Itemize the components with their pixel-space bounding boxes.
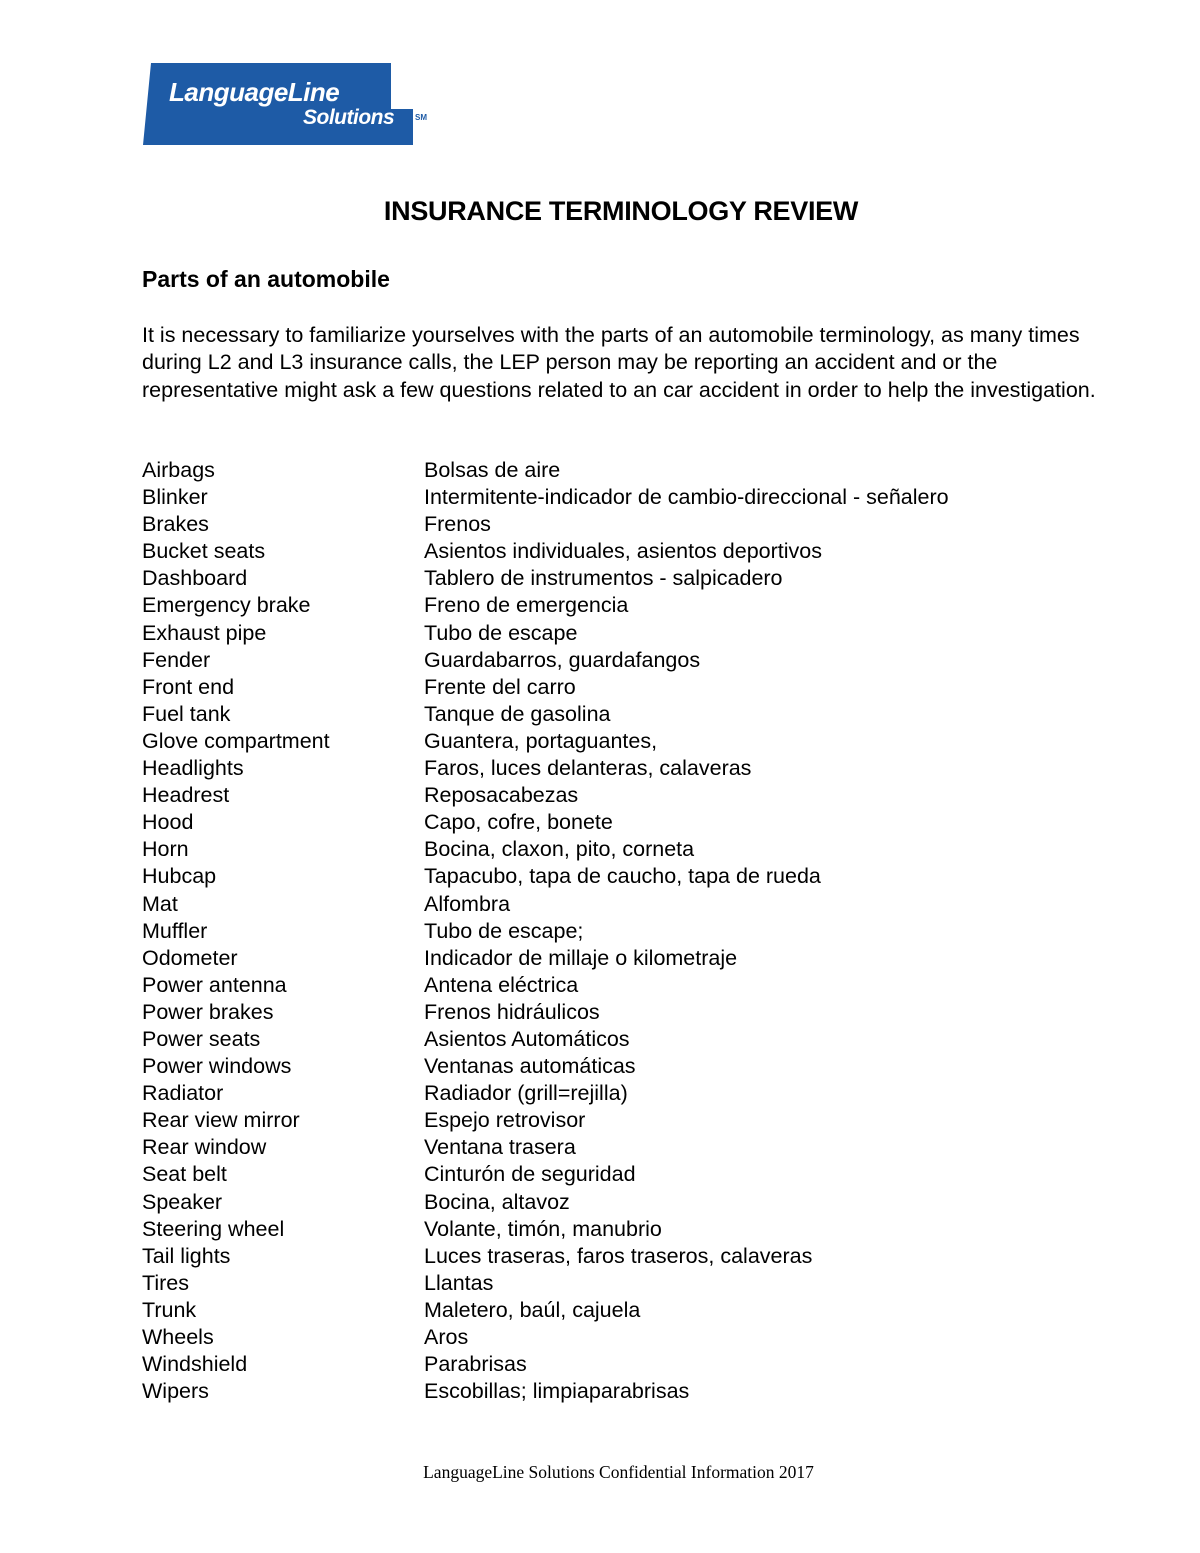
term-english: Seat belt xyxy=(142,1162,227,1187)
term-spanish: Indicador de millaje o kilometraje xyxy=(424,945,738,970)
glossary-row xyxy=(142,620,1102,647)
term-english: Wheels xyxy=(142,1325,214,1349)
term-spanish: Alfombra xyxy=(424,891,511,916)
term-english: Horn xyxy=(142,837,189,862)
logo-service-mark: SM xyxy=(415,113,427,122)
term-spanish: Luces traseras, faros traseros, calaveras xyxy=(424,1243,813,1268)
term-english: Blinker xyxy=(142,485,208,510)
term-spanish: Llantas xyxy=(424,1270,494,1295)
term-english: Trunk xyxy=(142,1297,197,1322)
glossary-row xyxy=(142,999,1102,1026)
glossary-row xyxy=(142,647,1102,674)
glossary-row xyxy=(142,972,1102,999)
term-spanish: Faros, luces delanteras, calaveras xyxy=(424,756,752,781)
glossary-row xyxy=(142,1189,1102,1216)
term-english: Odometer xyxy=(142,945,238,970)
term-spanish: Maletero, baúl, cajuela xyxy=(424,1297,641,1322)
term-spanish: Ventanas automáticas xyxy=(424,1054,636,1079)
term-english: Fuel tank xyxy=(142,701,231,726)
glossary-row xyxy=(142,1053,1102,1080)
term-english: Mat xyxy=(142,891,178,916)
term-spanish: Espejo retrovisor xyxy=(424,1108,586,1133)
glossary-row xyxy=(142,1026,1102,1053)
glossary-row xyxy=(142,863,1102,890)
glossary-row xyxy=(142,1270,1102,1297)
term-spanish: Frente del carro xyxy=(424,674,576,699)
term-english: Exhaust pipe xyxy=(142,620,267,645)
term-spanish: Ventana trasera xyxy=(424,1135,576,1160)
term-spanish: Radiador (grill=rejilla) xyxy=(424,1081,628,1106)
glossary-row xyxy=(142,1134,1102,1161)
term-spanish: Bocina, claxon, pito, corneta xyxy=(424,837,695,862)
term-spanish: Aros xyxy=(424,1325,469,1349)
term-spanish: Guardabarros, guardafangos xyxy=(424,647,701,672)
term-english: Emergency brake xyxy=(142,593,311,618)
term-spanish: Tubo de escape xyxy=(424,620,578,645)
glossary-row xyxy=(142,782,1102,809)
glossary-row xyxy=(142,1080,1102,1107)
glossary-row xyxy=(142,457,1102,484)
glossary-row xyxy=(142,1297,1102,1324)
glossary-row xyxy=(142,836,1102,863)
term-english: Radiator xyxy=(142,1081,224,1106)
term-english: Rear window xyxy=(142,1135,267,1160)
glossary-row xyxy=(142,891,1102,918)
term-english: Power brakes xyxy=(142,999,274,1024)
logo-wordmark: LanguageLine xyxy=(169,77,340,107)
term-english: Bucket seats xyxy=(142,539,266,564)
section-heading: Parts of an automobile xyxy=(142,266,390,292)
term-spanish: Tubo de escape; xyxy=(424,918,584,943)
term-spanish: Tablero de instrumentos - salpicadero xyxy=(424,566,783,591)
term-english: Tires xyxy=(142,1270,189,1295)
term-spanish: Bolsas de aire xyxy=(424,458,561,482)
term-english: Dashboard xyxy=(142,566,248,591)
term-spanish: Tanque de gasolina xyxy=(424,701,611,726)
term-spanish: Asientos Automáticos xyxy=(424,1026,630,1051)
page-footer: LanguageLine Solutions Confidential Information 2017 xyxy=(423,1462,814,1482)
term-english: Windshield xyxy=(142,1352,248,1377)
term-english: Tail lights xyxy=(142,1243,231,1268)
term-spanish: Parabrisas xyxy=(424,1352,527,1377)
glossary-row xyxy=(142,674,1102,701)
glossary-row xyxy=(142,1243,1102,1270)
glossary-row xyxy=(142,511,1102,538)
glossary-table xyxy=(142,457,1102,1405)
term-spanish: Frenos xyxy=(424,512,491,537)
term-spanish: Guantera, portaguantes, xyxy=(424,728,658,753)
term-english: Headrest xyxy=(142,783,230,808)
glossary-row xyxy=(142,538,1102,565)
glossary-row xyxy=(142,728,1102,755)
glossary-row xyxy=(142,701,1102,728)
term-english: Power windows xyxy=(142,1054,292,1079)
term-english: Power antenna xyxy=(142,972,287,997)
glossary-row xyxy=(142,484,1102,511)
glossary-row xyxy=(142,1107,1102,1134)
glossary-row xyxy=(142,809,1102,836)
glossary-row xyxy=(142,945,1102,972)
term-spanish: Escobillas; limpiaparabrisas xyxy=(424,1379,690,1404)
company-logo xyxy=(143,63,433,145)
logo-subword: Solutions xyxy=(303,106,395,129)
term-spanish: Reposacabezas xyxy=(424,783,579,808)
term-spanish: Cinturón de seguridad xyxy=(424,1162,636,1187)
term-spanish: Antena eléctrica xyxy=(424,972,579,997)
glossary-row xyxy=(142,1161,1102,1188)
intro-paragraph: It is necessary to familiarize yourselves with the parts of an automobile terminology, as many times during L2 and L3 insurance calls, the LEP person may be reporting an accident and or the representative might ask a few questions related to an car accident in order to help the investigation. xyxy=(142,323,1096,402)
term-spanish: Volante, timón, manubrio xyxy=(424,1216,662,1241)
term-spanish: Tapacubo, tapa de caucho, tapa de rueda xyxy=(424,864,821,889)
term-english: Brakes xyxy=(142,512,209,537)
term-spanish: Freno de emergencia xyxy=(424,593,629,618)
term-spanish: Capo, cofre, bonete xyxy=(424,810,613,835)
term-english: Wipers xyxy=(142,1379,209,1404)
glossary-row xyxy=(142,1216,1102,1243)
term-english: Headlights xyxy=(142,756,244,781)
term-english: Hubcap xyxy=(142,864,217,889)
term-english: Glove compartment xyxy=(142,728,330,753)
term-english: Speaker xyxy=(142,1189,223,1214)
term-english: Front end xyxy=(142,674,235,699)
term-english: Muffler xyxy=(142,918,208,943)
glossary-row xyxy=(142,565,1102,592)
glossary-row xyxy=(142,592,1102,619)
term-english: Hood xyxy=(142,810,194,835)
term-english: Power seats xyxy=(142,1026,261,1051)
term-english: Airbags xyxy=(142,458,215,482)
glossary-row xyxy=(142,1378,1102,1405)
term-english: Rear view mirror xyxy=(142,1108,300,1133)
term-english: Steering wheel xyxy=(142,1216,285,1241)
glossary-row xyxy=(142,1324,1102,1351)
document-title: INSURANCE TERMINOLOGY REVIEW xyxy=(383,196,859,226)
term-spanish: Frenos hidráulicos xyxy=(424,999,600,1024)
term-spanish: Bocina, altavoz xyxy=(424,1189,570,1214)
term-english: Fender xyxy=(142,647,211,672)
term-spanish: Asientos individuales, asientos deportivos xyxy=(424,539,822,564)
glossary-row xyxy=(142,918,1102,945)
glossary-row xyxy=(142,1351,1102,1378)
glossary-row xyxy=(142,755,1102,782)
term-spanish: Intermitente-indicador de cambio-direccional - señalero xyxy=(424,485,949,510)
